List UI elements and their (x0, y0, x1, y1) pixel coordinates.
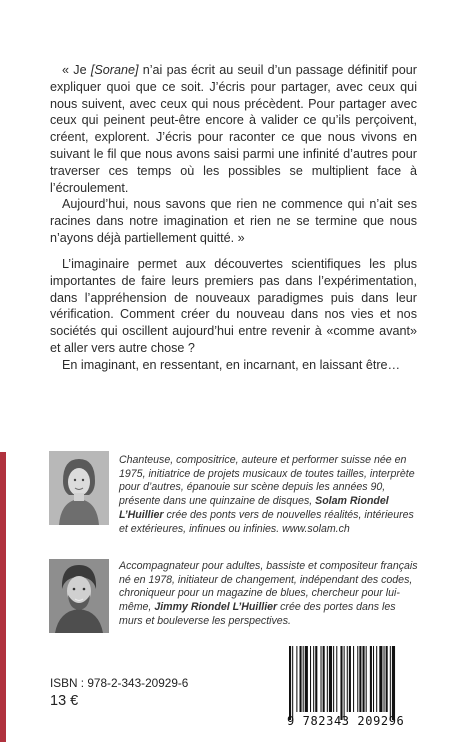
quote-paragraph-1 (50, 62, 417, 196)
intro-paragraph-1: L’imaginaire permet aux découvertes scientifiques les plus importantes de faire leurs premiers pas dans l’expérimentation, dans l’appréhension de nouveaux paradigmes puis dans leur vérification. Comment créer du nouveau dans nos vies et nos sociétés qui oscillent aujourd’hui entre revenir à «comme avant» et aller vers autre chose ? (50, 257, 417, 355)
barcode-digits: 9 782343 209296 (287, 714, 405, 728)
quote-paragraph-2: Aujourd’hui, nous savons que rien ne commence qui n’ait ses racines dans notre imagination et rien ne se termine que nous n’ayons déjà partiellement quitté. » (50, 197, 417, 245)
quote-open: « Je (62, 63, 91, 77)
spine-edge (0, 452, 6, 742)
intro-block (50, 256, 417, 374)
author-name-jimmy: Jimmy Riondel L’Huillier (154, 601, 278, 614)
quote-text: n’ai pas écrit au seuil d’un passage définitif pour expliquer quoi que ce soit. J’écris pour partager, avec ceux qui nous suivent, avec ceux qui nous précèdent. Pour partager avec ceux qui peinent peut-être encore à valider ce qu’ils perçoivent, créent, explorent. J’écris pour raconter ce que nous vivons en suivant le fil que nous avons saisi parmi une infinité d’autres pour traverser ces temps où les possibles se multiplient face à l’écroulement. (50, 63, 417, 195)
isbn: ISBN : 978-2-343-20929-6 (50, 676, 189, 690)
author-photo-man (49, 559, 109, 633)
author-photo-woman (49, 451, 109, 525)
quote-block (50, 62, 417, 247)
intro-paragraph-2: En imaginant, en ressentant, en incarnant, en laissant être… (62, 357, 401, 372)
bio-jimmy: Accompagnateur pour adultes, bassiste et compositeur français né en 1978, initiateur de changement, indépendant des codes, chroniqueur pour un magazine de blues, chercheur pour lui-même, Jimmy Riondel L’Huillier crée des portes dans les murs et bouleverse les perspectives. (119, 560, 418, 627)
author-name-solam: Solam Riondel L’Huillier (119, 495, 389, 521)
price: 13 € (50, 693, 79, 709)
bio-solam: Chanteuse, compositrice, auteure et performer suisse née en 1975, initiatrice de projets musicaux de toutes tailles, interprète pour d’autres, épanouie sur scène depuis les années 90, présente dans une quinzaine de disques, Solam Riondel L’Huillier crée des ponts vers de nouvelles réalités, intérieures et extérieures, infinues ou infinies. www.solam.ch (119, 454, 415, 535)
quote-name: [Sorane] (90, 63, 139, 77)
